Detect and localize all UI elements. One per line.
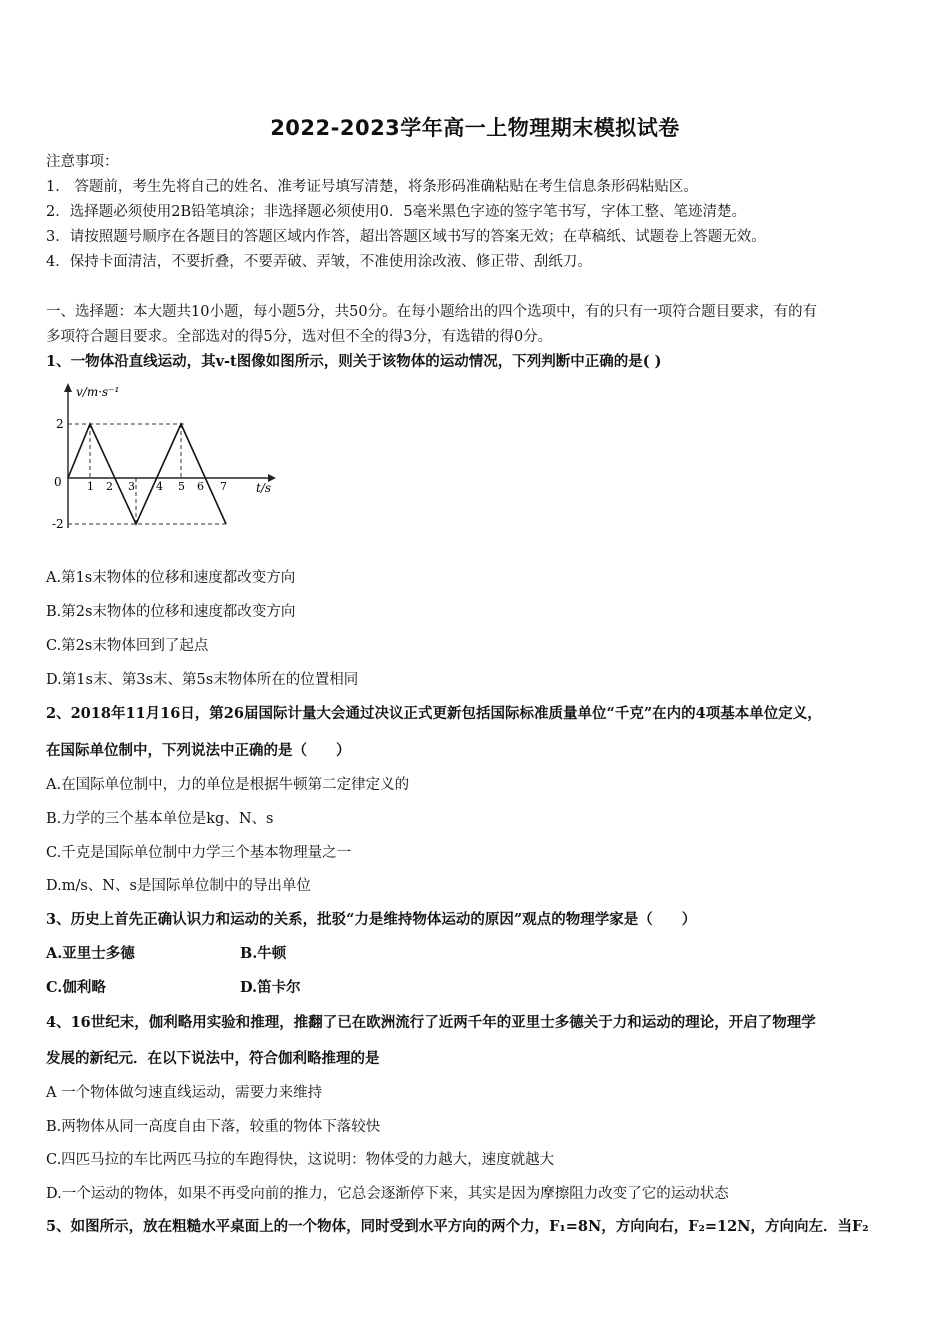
question-1-option-c: C.第2s末物体回到了起点 [46,638,209,654]
graph-xtick-3: 3 [128,480,135,493]
question-1-stem: 1、一物体沿直线运动，其v-t图像如图所示，则关于该物体的运动情况，下列判断中正确的是( ) [46,353,662,370]
vt-graph-figure [44,378,284,538]
question-2-stem-line-2: 在国际单位制中，下列说法中正确的是（ ） [46,742,351,759]
section-intro-line-2: 多项符合题目要求。全部选对的得5分，选对但不全的得3分，有选错的得0分。 [46,329,553,345]
notice-heading: 注意事项： [46,154,119,170]
question-3-stem: 3、历史上首先正确认识力和运动的关系，批驳“力是维持物体运动的原因”观点的物理学家是（ ） [46,911,697,928]
question-4-option-c: C.四匹马拉的车比两匹马拉的车跑得快，这说明：物体受的力越大，速度就越大 [46,1152,555,1168]
question-2-option-c: C.千克是国际单位制中力学三个基本物理量之一 [46,845,352,861]
question-2-option-d: D.m/s、N、s是国际单位制中的导出单位 [46,878,311,894]
graph-origin-label: 0 [54,475,62,489]
graph-xtick-1: 1 [87,480,94,493]
question-4-option-a: A 一个物体做匀速直线运动，需要力来维持 [46,1085,323,1101]
vt-curve [68,424,226,524]
question-2-option-b: B.力学的三个基本单位是kg、N、s [46,811,274,827]
graph-xtick-2: 2 [106,480,113,493]
question-3-option-c: C.伽利略 [46,979,106,996]
section-intro-line-1: 一、选择题：本大题共10小题，每小题5分，共50分。在每小题给出的四个选项中，有的只有一项符合题目要求，有的有 [46,304,818,320]
page-title: 2022-2023学年高一上物理期末模拟试卷 [270,116,680,140]
question-2-option-a: A.在国际单位制中，力的单位是根据牛顿第二定律定义的 [46,777,410,793]
notice-item-1: 1． 答题前，考生先将自己的姓名、准考证号填写清楚，将条形码准确粘贴在考生信息条形码粘贴区。 [46,179,698,195]
question-5-stem: 5、如图所示，放在粗糙水平桌面上的一个物体，同时受到水平方向的两个力，F₁=8N，方向向右，F₂=12N，方向向左．当F₂ [46,1218,869,1235]
question-4-option-b: B.两物体从同一高度自由下落，较重的物体下落较快 [46,1119,381,1135]
v-axis-arrow [64,383,72,392]
question-4-option-d: D.一个运动的物体，如果不再受向前的推力，它总会逐渐停下来，其实是因为摩擦阻力改变了它的运动状态 [46,1186,729,1202]
question-3-option-a: A.亚里士多德 [46,945,135,962]
graph-xlabel: t/s [256,481,272,495]
graph-ylabel: v/m·s⁻¹ [76,385,120,399]
notice-item-2: 2．选择题必须使用2B铅笔填涂；非选择题必须使用0．5毫米黑色字迹的签字笔书写，字体工整、笔迹清楚。 [46,204,747,220]
graph-y-pos-label: 2 [56,417,64,431]
notice-item-3: 3．请按照题号顺序在各题目的答题区域内作答，超出答题区域书写的答案无效；在草稿纸、试题卷上答题无效。 [46,229,766,245]
graph-xtick-4: 4 [156,480,163,493]
question-2-stem-line-1: 2、2018年11月16日，第26届国际计量大会通过决议正式更新包括国际标准质量单位“千克”在内的4项基本单位定义， [46,705,822,722]
question-4-stem-line-1: 4、16世纪末，伽利略用实验和推理，推翻了已在欧洲流行了近两千年的亚里士多德关于力和运动的理论，开启了物理学 [46,1014,816,1031]
question-3-option-d: D.笛卡尔 [240,979,301,996]
question-1-option-b: B.第2s末物体的位移和速度都改变方向 [46,604,296,620]
graph-y-neg-label: -2 [52,517,64,531]
graph-xtick-6: 6 [197,480,204,493]
notice-item-4: 4．保持卡面清洁，不要折叠，不要弄破、弄皱，不准使用涂改液、修正带、刮纸刀。 [46,254,592,270]
graph-xtick-5: 5 [178,480,185,493]
question-4-stem-line-2: 发展的新纪元．在以下说法中，符合伽利略推理的是 [46,1050,380,1067]
question-3-option-b: B.牛顿 [240,945,287,962]
question-1-option-d: D.第1s末、第3s末、第5s末物体所在的位置相同 [46,672,359,688]
question-1-option-a: A.第1s末物体的位移和速度都改变方向 [46,570,296,586]
graph-xtick-7: 7 [220,480,227,493]
